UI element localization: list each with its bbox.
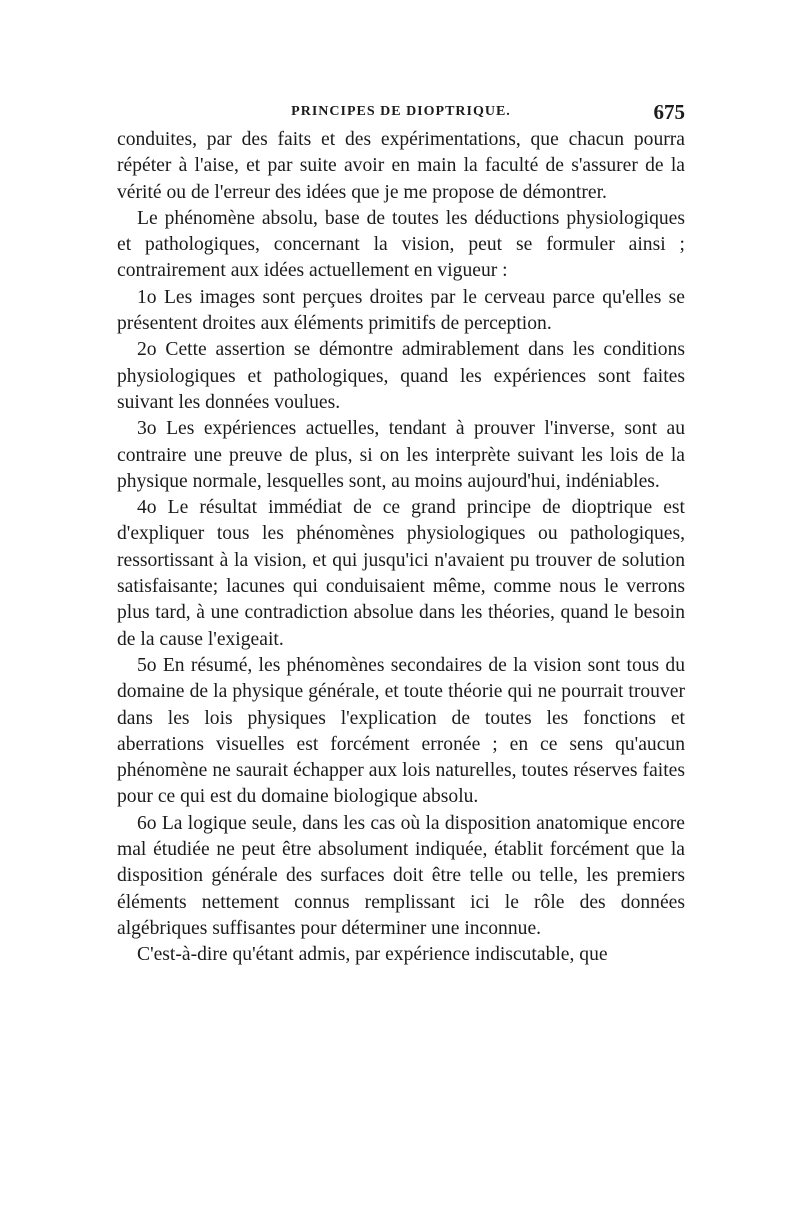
- page-number: 675: [653, 100, 685, 124]
- paragraph-point-5: 5o En résumé, les phénomènes secondaires de la vision sont tous du domaine de la physique générale, et toute théorie qui ne pourrait trouver dans les lois physiques l'explication de toutes les fonctions et aberrations visuelles est forcément erronée ; en ce sens qu'aucun phénomène ne saurait échapper aux lois naturelles, toutes réserves faites pour ce qui est du domaine biologique absolu.: [117, 654, 685, 808]
- body-text: [117, 127, 685, 969]
- paragraph-continuation: conduites, par des faits et des expérimentations, que chacun pourra répéter à l'aise, et par suite avoir en main la faculté de s'assurer de la vérité ou de l'erreur des idées que je me propose de démontrer.: [117, 129, 685, 203]
- paragraph-principle-statement: Le phénomène absolu, base de toutes les déductions physiologiques et pathologiques, concernant la vision, peut se formuler ainsi ; contrairement aux idées actuellement en vigueur :: [117, 207, 685, 282]
- paragraph-point-4: 4o Le résultat immédiat de ce grand principe de dioptrique est d'expliquer tous les phénomènes physiologiques ou pathologiques, ressortissant à la vision, et qui jusqu'ici n'avaient pu trouver de solution satisfaisante; lacunes qui conduisaient même, comme nous le verrons plus tard, à une contradiction absolue dans les théories, quand le besoin de la cause l'exigeait.: [117, 497, 685, 650]
- running-title: PRINCIPES DE DIOPTRIQUE.: [291, 104, 511, 119]
- paragraph-closing: C'est-à-dire qu'étant admis, par expérience indiscutable, que: [137, 944, 608, 966]
- running-head: [117, 100, 685, 128]
- paragraph-point-3: 3o Les expériences actuelles, tendant à prouver l'inverse, sont au contraire une preuve de plus, si on les interprète suivant les lois de la physique normale, lesquelles sont, au moins aujourd'hui, indéniables.: [117, 418, 685, 492]
- paragraph-point-2: 2o Cette assertion se démontre admirablement dans les conditions physiologiques et pathologiques, quand les expériences sont faites suivant les données voulues.: [117, 339, 685, 413]
- paragraph-point-6: 6o La logique seule, dans les cas où la disposition anatomique encore mal étudiée ne peut être absolument indiquée, établit forcément que la disposition générale des surfaces doit être telle ou telle, les premiers éléments nettement connus remplissant ici le rôle des données algébriques suffisantes pour déterminer une inconnue.: [117, 812, 685, 939]
- paragraph-point-1: 1o Les images sont perçues droites par le cerveau parce qu'elles se présentent droites aux éléments primitifs de perception.: [117, 286, 685, 335]
